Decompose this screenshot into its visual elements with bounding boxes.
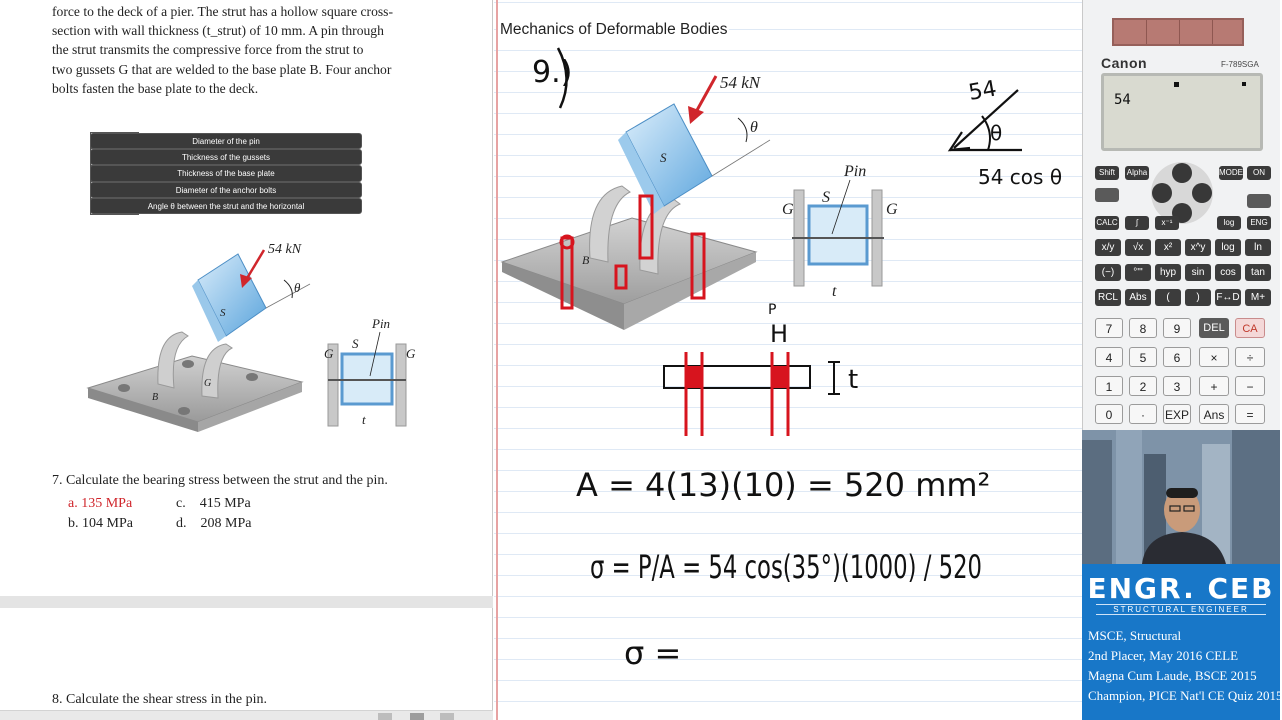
credential-item: 2nd Placer, May 2016 CELE: [1088, 648, 1239, 663]
key-square[interactable]: x²: [1155, 239, 1181, 256]
thickness-dimension-label: t: [848, 365, 859, 395]
sketch-arrowhead: [950, 132, 970, 150]
paragraph-line: bolts fasten the base plate to the deck.: [52, 80, 259, 96]
pin-label: Pin: [844, 163, 867, 180]
pin-sketch-label-h: H: [770, 320, 789, 348]
key-on[interactable]: ON: [1247, 166, 1271, 180]
table-row: [90, 165, 139, 181]
anchor-bolt: [118, 384, 130, 392]
load-label: 54 kN: [720, 73, 761, 92]
pin-wall-sketch: [664, 302, 858, 436]
strut-label: S: [822, 189, 830, 206]
table-cell-label: Angle θ between the strut and the horizontal: [90, 198, 362, 214]
table-row: [90, 182, 139, 198]
base-label: B: [582, 253, 590, 267]
angle-arc: [738, 118, 747, 142]
problem-number: 9.): [532, 55, 573, 90]
key-calc[interactable]: CALC: [1095, 216, 1119, 230]
thickness-label: t: [832, 283, 837, 300]
pin-sketch-wall: [686, 366, 702, 388]
key-integral[interactable]: ∫: [1125, 216, 1149, 230]
key-small[interactable]: [1095, 188, 1119, 202]
gusset-section: [396, 344, 406, 426]
page-break: [0, 596, 493, 608]
key-1[interactable]: 1: [1095, 376, 1123, 396]
strut: [626, 104, 712, 206]
calculator-brand: Canon: [1101, 55, 1148, 71]
key-alpha[interactable]: Alpha: [1125, 166, 1149, 180]
thickness-label: t: [362, 412, 366, 427]
calculator-keypad: [1091, 158, 1275, 430]
choice-c[interactable]: c. 415 MPa: [176, 496, 251, 511]
ink-canvas[interactable]: [494, 0, 1082, 720]
anchor-bolt: [182, 360, 194, 368]
strut-figure: [80, 236, 440, 436]
calculator: [1082, 0, 1280, 430]
angle-label: θ: [750, 119, 758, 136]
table-cell-label: Thickness of the gussets: [90, 149, 362, 165]
equation-stress-result: σ =: [624, 634, 682, 672]
print-layout-icon[interactable]: [410, 713, 424, 720]
load-label: 54 kN: [268, 242, 302, 257]
choice-a[interactable]: a. 135 MPa: [68, 496, 133, 511]
webcam-feed: [1082, 430, 1280, 564]
choice-d[interactable]: d. 208 MPa: [176, 516, 252, 531]
key-open-paren[interactable]: (: [1155, 289, 1181, 306]
key-fraction[interactable]: x/y: [1095, 239, 1121, 256]
key-tan[interactable]: tan: [1245, 264, 1271, 281]
key-cos[interactable]: cos: [1215, 264, 1241, 281]
key-8[interactable]: 8: [1129, 318, 1157, 338]
table-cell-label: Diameter of the anchor bolts: [90, 182, 362, 198]
properties-table: [90, 132, 305, 215]
key-ca[interactable]: CA: [1235, 318, 1265, 338]
calculator-model: F-789SGA: [1221, 60, 1259, 69]
reference-line: [266, 284, 310, 308]
key-hyp[interactable]: hyp: [1155, 264, 1181, 281]
key-eng[interactable]: ENG: [1247, 216, 1271, 230]
paragraph-line: section with wall thickness (t_strut) of 10 mm. A pin through: [52, 23, 384, 39]
gusset-label: G: [324, 346, 334, 361]
question-7: 7. Calculate the bearing stress between the strut and the pin.: [52, 473, 388, 488]
credential-item: Champion, PICE Nat'l CE Quiz 2015: [1088, 688, 1282, 703]
key-f-d[interactable]: F↔D: [1215, 289, 1241, 306]
key-rcl[interactable]: RCL: [1095, 289, 1121, 306]
question-8: 8. Calculate the shear stress in the pin.: [52, 692, 267, 707]
presenter-name: ENGR. CEB: [1087, 572, 1275, 605]
status-bar: [0, 710, 493, 720]
paragraph-line: two gussets G that are welded to the base plate B. Four anchor: [52, 61, 392, 77]
key-log2[interactable]: log: [1215, 239, 1241, 256]
key-m-plus[interactable]: M+: [1245, 289, 1271, 306]
anchor-bolt: [246, 373, 258, 381]
force-sketch: [950, 76, 1062, 189]
key-minus[interactable]: −: [1235, 376, 1265, 396]
sketch-label-component: 54 cos θ: [978, 165, 1063, 189]
credential-item: MSCE, Structural: [1088, 628, 1182, 643]
problem-paragraph: [52, 2, 452, 98]
table-row: [90, 149, 139, 165]
gusset-label: G: [886, 201, 898, 218]
key-power[interactable]: x^y: [1185, 239, 1211, 256]
table-row: [90, 133, 139, 149]
key-divide[interactable]: ÷: [1235, 347, 1265, 367]
paragraph-line: the strut transmits the compressive force from the strut to: [52, 42, 364, 58]
base-plate: [502, 218, 756, 304]
equation-stress-1: [590, 548, 982, 586]
key-mode[interactable]: MODE: [1219, 166, 1243, 180]
key-del[interactable]: DEL: [1199, 318, 1229, 338]
key-ans[interactable]: Ans: [1199, 404, 1229, 424]
gusset-label: G: [782, 201, 794, 218]
document-pane[interactable]: [0, 0, 493, 720]
credentials-list: [1088, 626, 1282, 706]
section-view: [782, 163, 898, 300]
credential-item: Magna Cum Laude, BSCE 2015: [1088, 668, 1257, 683]
strut: [198, 254, 266, 336]
pin-sketch-label-p: P: [768, 302, 777, 318]
table-cell-label: Diameter of the pin: [90, 133, 362, 149]
strut-label: S: [660, 150, 667, 165]
load-arrowhead: [688, 106, 704, 124]
notebook-pane[interactable]: [494, 0, 1082, 720]
sketch-label-force: 54: [966, 76, 999, 106]
strut-label: S: [352, 336, 359, 351]
presenter-info: [1082, 564, 1280, 720]
pin-sketch-wall: [772, 366, 788, 388]
table-row: [90, 198, 139, 214]
equation-stress-text: σ = P/A = 54 cos(35°)(1000) / 520: [590, 548, 982, 586]
solar-panel: [1112, 18, 1244, 46]
sketch-label-angle: θ: [990, 121, 1003, 145]
load-arrow: [696, 76, 716, 112]
key-5[interactable]: 5: [1129, 347, 1157, 367]
key-7[interactable]: 7: [1095, 318, 1123, 338]
strut-section: [809, 206, 867, 264]
equation-area: A = 4(13)(10) = 520 mm²: [576, 466, 991, 504]
webcam-image: [1082, 430, 1280, 564]
key-4[interactable]: 4: [1095, 347, 1123, 367]
key-3[interactable]: 3: [1163, 376, 1191, 396]
key-abs[interactable]: Abs: [1125, 289, 1151, 306]
calculator-display: [1101, 73, 1263, 151]
key-2[interactable]: 2: [1129, 376, 1157, 396]
strut-label: S: [220, 307, 226, 319]
key-ln[interactable]: ln: [1245, 239, 1271, 256]
pin-label: Pin: [372, 316, 391, 331]
key-decimal[interactable]: ·: [1129, 404, 1157, 424]
key-negative[interactable]: (−): [1095, 264, 1121, 281]
display-value: 54: [1114, 92, 1131, 108]
base-label: B: [152, 392, 159, 403]
presenter-subtitle: STRUCTURAL ENGINEER: [1096, 604, 1266, 615]
key-exp[interactable]: EXP: [1163, 404, 1191, 424]
key-sin[interactable]: sin: [1185, 264, 1211, 281]
key-inverse[interactable]: x⁻¹: [1155, 216, 1179, 230]
table-cell-label: Thickness of the base plate: [90, 165, 362, 181]
paragraph-line: force to the deck of a pier. The strut has a hollow square cross-: [52, 4, 393, 19]
gusset-label: G: [204, 378, 212, 389]
key-9[interactable]: 9: [1163, 318, 1191, 338]
read-mode-icon[interactable]: [378, 713, 392, 720]
key-degree[interactable]: °'": [1125, 264, 1151, 281]
key-plus[interactable]: +: [1199, 376, 1229, 396]
display-indicator: [1174, 82, 1179, 87]
angle-arc: [284, 280, 292, 298]
load-arrow: [246, 250, 264, 280]
key-equals[interactable]: =: [1235, 404, 1265, 424]
display-indicator: [1242, 82, 1246, 86]
key-shift[interactable]: Shift: [1095, 166, 1119, 180]
key-0[interactable]: 0: [1095, 404, 1123, 424]
key-sqrt[interactable]: √x: [1125, 239, 1151, 256]
choice-b[interactable]: b. 104 MPa: [68, 516, 133, 531]
angle-label: θ: [294, 280, 301, 295]
web-layout-icon[interactable]: [440, 713, 454, 720]
key-6[interactable]: 6: [1163, 347, 1191, 367]
key-log[interactable]: log: [1217, 216, 1241, 230]
key-close-paren[interactable]: ): [1185, 289, 1211, 306]
anchor-bolt: [178, 407, 190, 415]
strut-figure-annotated: [502, 73, 770, 330]
replay-dpad[interactable]: [1151, 162, 1213, 224]
key-multiply[interactable]: ×: [1199, 347, 1229, 367]
notebook-title: Mechanics of Deformable Bodies: [500, 21, 728, 38]
key-small[interactable]: [1247, 194, 1271, 208]
reference-line: [712, 140, 770, 176]
gusset-label: G: [406, 346, 416, 361]
